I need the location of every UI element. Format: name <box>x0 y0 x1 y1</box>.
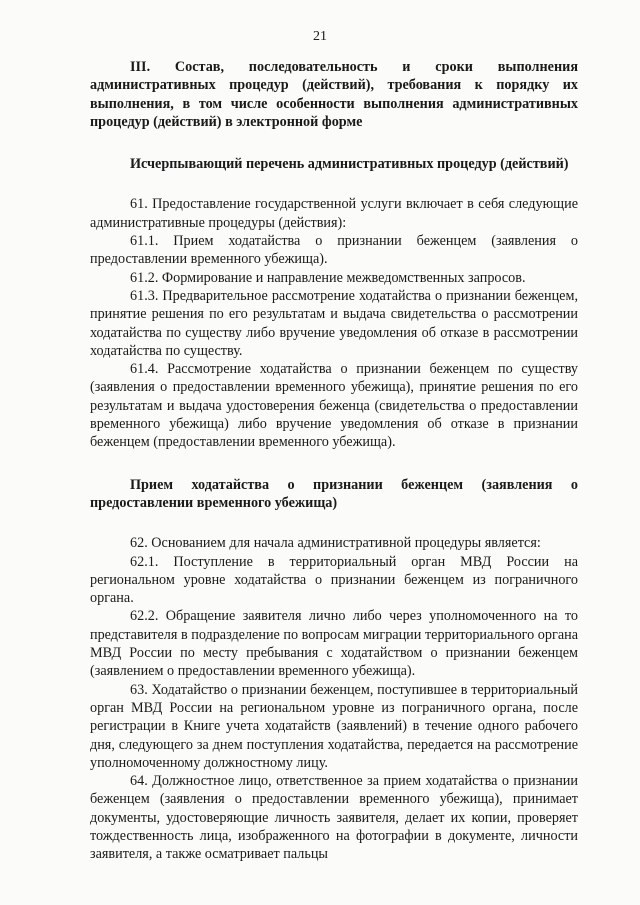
paragraph-63: 63. Ходатайство о признании беженцем, поступившее в территориальный орган МВД России на региональном уровне из пограничного органа, после регистрации в Книге учета ходатайств (заявлений) в течение одного рабочего дня, следующего за днем поступления ходатайства, передается на рассмотрение уполномоченному должностному лицу. <box>90 681 578 771</box>
subheading-petition-receipt: Прием ходатайства о признании беженцем (заявления о предоставлении временного убежища) <box>90 476 578 511</box>
document-body <box>90 58 578 864</box>
paragraph-61-1: 61.1. Прием ходатайства о признании беженцем (заявления о предоставлении временного убежища). <box>90 233 578 268</box>
paragraph-64: 64. Должностное лицо, ответственное за прием ходатайства о признании беженцем (заявления о предоставлении временного убежища), принимает документы, удостоверяющие личность заявителя, делает их копии, проверяет тождественность лица, изображенного на фотографии в документе, личности заявителя, а также осматривает пальцы <box>90 773 578 863</box>
subheading-procedures-list: Исчерпывающий перечень административных процедур (действий) <box>130 156 569 173</box>
paragraph-62: 62. Основанием для начала административной процедуры является: <box>130 535 541 552</box>
paragraph-62-1: 62.1. Поступление в территориальный орган МВД России на региональном уровне ходатайства о признании беженцем из пограничного органа. <box>90 553 578 607</box>
paragraph-61-2: 61.2. Формирование и направление межведомственных запросов. <box>130 269 526 286</box>
paragraph-61: 61. Предоставление государственной услуги включает в себя следующие административные процедуры (действия): <box>90 196 578 231</box>
section-heading: III. Состав, последовательность и сроки выполнения административных процедур (действий), требования к порядку их выполнения, в том числе особенности выполнения административных процедур (действий) в электронной форме <box>90 59 578 130</box>
paragraph-61-3: 61.3. Предварительное рассмотрение ходатайства о признании беженцем, принятие решения по его результатам и выдача свидетельства о рассмотрении ходатайства по существу либо вручение уведомления об отказе в рассмотрении ходатайства по существу. <box>90 287 578 359</box>
paragraph-61-4: 61.4. Рассмотрение ходатайства о признании беженцем по существу (заявления о предоставлении временного убежища), принятие решения по его результатам и выдача удостоверения беженца (свидетельства о предоставлении временного убежища) либо вручение уведомления об отказе в признании беженцем (предоставлении временного убежища). <box>90 361 578 451</box>
page-number: 21 <box>313 29 327 44</box>
paragraph-62-2: 62.2. Обращение заявителя лично либо через уполномоченного на то представителя в подразделение по вопросам миграции территориального органа МВД России по месту пребывания с ходатайством о признании беженцем (заявлением о предоставлении временного убежища). <box>90 608 578 680</box>
